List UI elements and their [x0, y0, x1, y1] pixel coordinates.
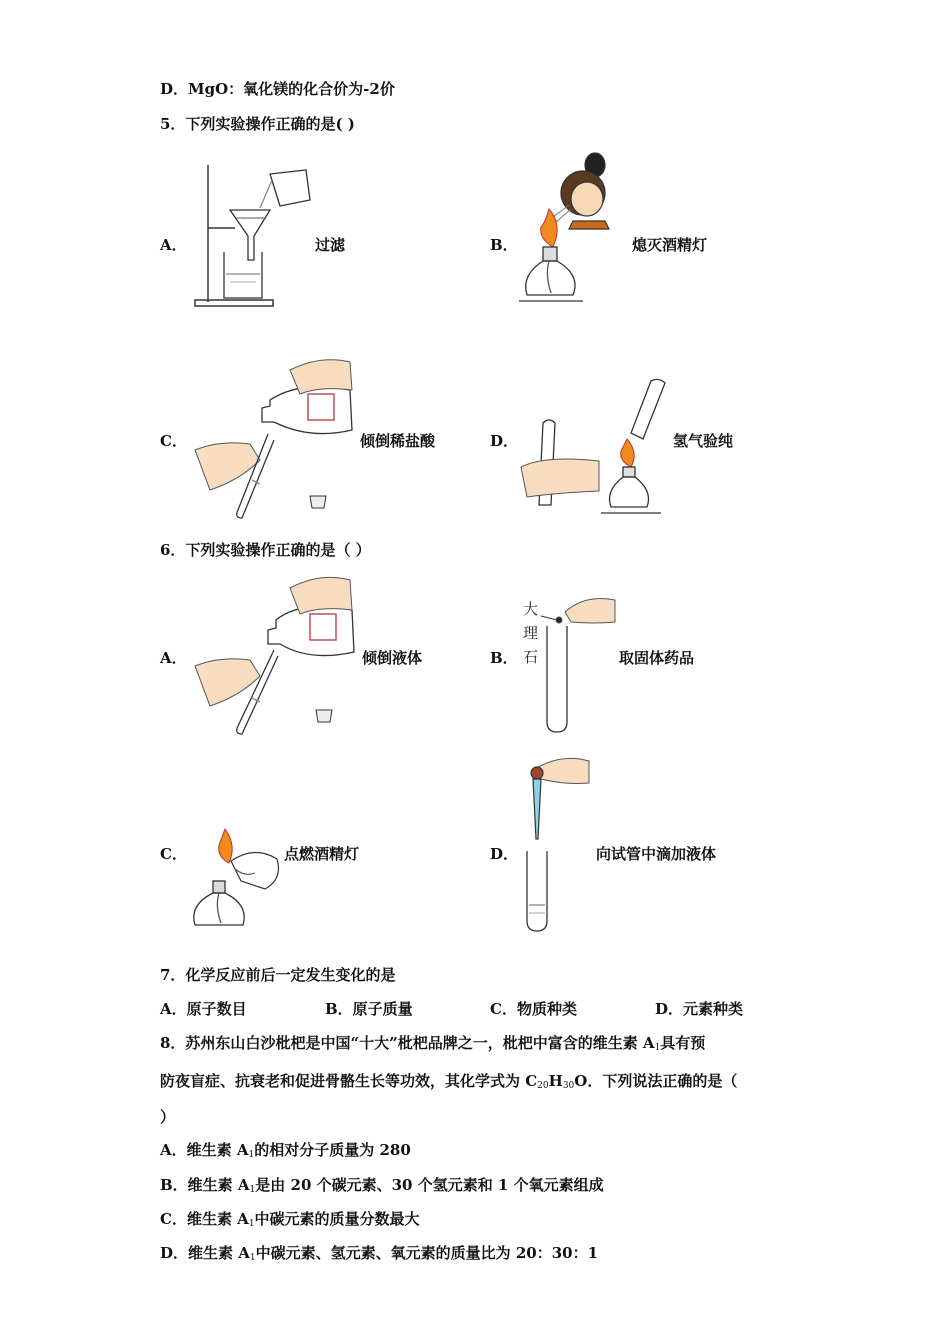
hand-icon [195, 577, 352, 706]
q5-option-c-caption: 倾倒稀盐酸 [360, 432, 436, 450]
q6-option-d-letter[interactable]: D． [490, 845, 519, 863]
q7-option-c[interactable]: C．物质种类 [490, 1000, 577, 1018]
hand-icon [195, 360, 352, 490]
iron-stand-icon [195, 165, 273, 306]
light-lamp-figure [185, 825, 285, 935]
label-da: 大 [523, 600, 539, 618]
q8-stem-line3: ） [160, 1108, 176, 1126]
q8-option-d[interactable]: D．维生素 $A_1$中碳元素、氢元素、氧元素的质量比为 20：30：1 [160, 1244, 599, 1263]
label-shi: 石 [523, 648, 539, 666]
q5-stem: 5．下列实验操作正确的是( ) [160, 115, 355, 133]
q7-option-a[interactable]: A．原子数目 [160, 1000, 247, 1018]
q4-option-d: D．MgO：氧化镁的化合价为-2价 [160, 80, 395, 98]
girl-face-icon [561, 153, 609, 229]
flame-icon [219, 829, 232, 863]
q8-option-c[interactable]: C．维生素 $A_1$中碳元素的质量分数最大 [160, 1210, 420, 1229]
q5-option-a-letter[interactable]: A． [160, 236, 187, 254]
q6-option-d-caption: 向试管中滴加液体 [596, 845, 717, 863]
tilted-lamp-icon [231, 852, 279, 889]
label-pointer [541, 616, 557, 620]
reagent-bottle-icon [262, 387, 352, 434]
filtration-figure [190, 160, 320, 310]
q8-option-b[interactable]: B．维生素 $A_1$是由 20 个碳元素、30 个氢元素和 1 个氧元素组成 [160, 1176, 604, 1195]
alcohol-lamp-icon [601, 467, 661, 513]
q8-stem-line2: 防夜盲症、抗衰老和促进骨骼生长等功效，其化学式为 $C_{20}H_{30}O$．下列说法正确的是（ [160, 1072, 738, 1091]
q7-option-b[interactable]: B．原子质量 [325, 1000, 413, 1018]
q8-stem-line1: 8．苏州东山白沙枇杷是中国“十大”枇杷品牌之一，枇杷中富含的维生素 $A_1$具有预 [160, 1034, 706, 1053]
stopper-icon [316, 710, 332, 722]
beaker-icon [224, 252, 262, 298]
funnel-icon [230, 210, 270, 260]
test-tube-icon [527, 851, 547, 931]
hydrogen-purity-test-figure [515, 375, 675, 520]
q5-option-b-caption: 熄灭酒精灯 [632, 236, 708, 254]
q6-option-b-letter[interactable]: B． [490, 649, 518, 667]
label-li: 理 [523, 624, 539, 642]
q7-option-d[interactable]: D．元素种类 [655, 1000, 744, 1018]
q6-option-a-caption: 倾倒液体 [362, 649, 423, 667]
alcohol-lamp-icon [194, 881, 244, 925]
test-tube-icon [547, 626, 567, 732]
beaker-pouring-icon [260, 170, 310, 208]
stopper-icon [310, 496, 326, 508]
take-solid-figure [515, 590, 625, 735]
dropper-icon [531, 767, 543, 839]
q5-option-c-letter[interactable]: C． [160, 432, 187, 450]
reagent-bottle-icon [268, 607, 354, 656]
test-tube-inverted-icon [631, 379, 665, 439]
q6-stem: 6．下列实验操作正确的是（ ） [160, 541, 371, 559]
q8-option-a[interactable]: A．维生素 $A_1$的相对分子质量为 280 [160, 1141, 411, 1160]
q5-option-b-letter[interactable]: B． [490, 236, 518, 254]
flame-icon [621, 439, 634, 467]
alcohol-lamp-icon [519, 247, 583, 301]
q6-option-a-letter[interactable]: A． [160, 649, 187, 667]
blow-out-lamp-figure [515, 145, 635, 310]
q6-option-b-caption: 取固体药品 [619, 649, 695, 667]
pour-liquid-figure [190, 570, 360, 735]
hand-icon [521, 459, 599, 497]
pour-acid-figure [190, 350, 360, 520]
q5-option-d-caption: 氢气验纯 [673, 432, 734, 450]
q5-option-d-letter[interactable]: D． [490, 432, 519, 450]
q7-stem: 7．化学反应前后一定发生变化的是 [160, 966, 396, 984]
dropper-figure [515, 755, 595, 935]
q6-option-c-letter[interactable]: C． [160, 845, 187, 863]
flame-icon [541, 209, 557, 247]
q6-option-c-caption: 点燃酒精灯 [284, 845, 360, 863]
q5-option-a-caption: 过滤 [315, 236, 346, 254]
hand-tweezers-icon [556, 599, 615, 624]
